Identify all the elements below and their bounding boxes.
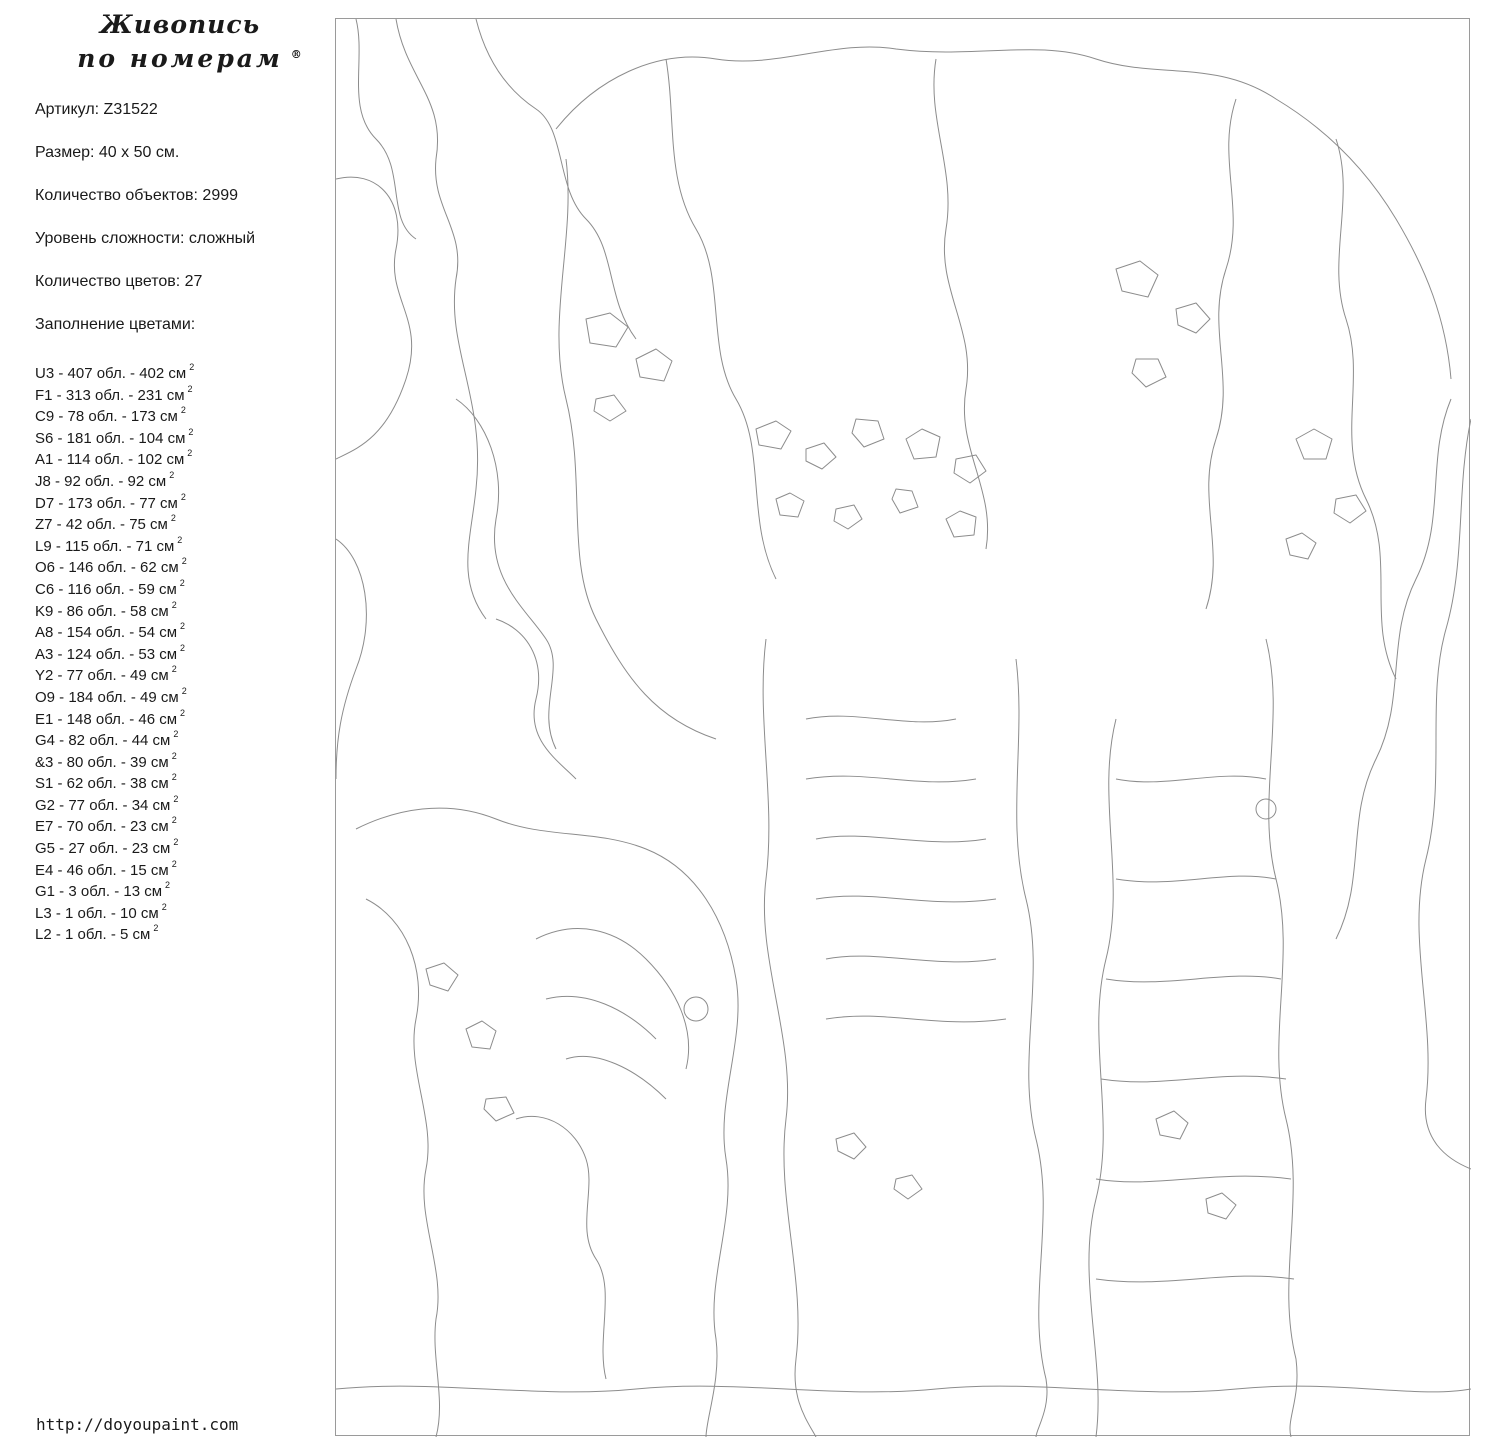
square-unit-superscript: 2: [169, 469, 175, 480]
square-unit-superscript: 2: [161, 901, 167, 912]
color-fill-text: O6 - 146 обл. - 62 см: [35, 559, 179, 577]
square-unit-superscript: 2: [189, 362, 195, 372]
color-fill-item: [35, 616, 194, 642]
brand-logo: [60, 8, 305, 76]
color-fill-text: J8 - 92 обл. - 92 см: [35, 472, 167, 490]
color-fill-item: [35, 379, 194, 404]
color-fill-item: [35, 832, 194, 858]
color-fill-item: [35, 595, 194, 620]
square-unit-superscript: 2: [173, 837, 179, 848]
brand-line-2-text: по номерам: [77, 44, 283, 73]
color-fill-item: [35, 681, 194, 706]
color-fill-text: E4 - 46 обл. - 15 см: [35, 861, 169, 879]
color-fill-item: [35, 638, 194, 663]
square-unit-superscript: 2: [177, 534, 183, 545]
color-fill-text: A3 - 124 обл. - 53 см: [35, 645, 178, 663]
color-fill-text: O9 - 184 обл. - 49 см: [35, 688, 179, 706]
difficulty-level: Уровень сложности: сложный: [35, 230, 256, 247]
coloring-canvas: [335, 18, 1470, 1436]
color-fill-item: [35, 767, 194, 793]
color-fill-heading: Заполнение цветами:: [35, 316, 196, 333]
article-number: Артикул: Z31522: [35, 101, 158, 118]
square-unit-superscript: 2: [187, 383, 193, 394]
square-unit-superscript: 2: [171, 858, 177, 869]
color-fill-item: [35, 810, 194, 836]
color-fill-text: C6 - 116 обл. - 59 см: [35, 580, 177, 598]
square-unit-superscript: 2: [179, 577, 185, 588]
color-fill-text: S1 - 62 обл. - 38 см: [35, 775, 169, 793]
elephant-outline-artwork: [336, 19, 1471, 1437]
color-fill-item: [35, 487, 194, 512]
color-fill-item: [35, 443, 194, 469]
website-url[interactable]: http://doyoupaint.com: [36, 1415, 239, 1434]
square-unit-superscript: 2: [180, 642, 186, 653]
color-fill-text: E1 - 148 обл. - 46 см: [35, 710, 178, 728]
color-fill-text: U3 - 407 обл. - 402 см: [35, 365, 187, 382]
color-fill-text: A1 - 114 обл. - 102 см: [35, 451, 185, 469]
color-fill-text: L9 - 115 обл. - 71 см: [35, 537, 175, 555]
color-fill-text: D7 - 173 обл. - 77 см: [35, 494, 178, 512]
color-fill-text: G4 - 82 обл. - 44 см: [35, 732, 171, 750]
square-unit-superscript: 2: [171, 664, 177, 675]
color-fill-item: [35, 659, 194, 685]
color-fill-text: C9 - 78 обл. - 173 см: [35, 408, 178, 426]
color-fill-item: [35, 789, 194, 814]
color-fill-text: S6 - 181 обл. - 104 см: [35, 429, 186, 447]
color-fill-item: [35, 875, 194, 901]
square-unit-superscript: 2: [180, 491, 186, 502]
color-fill-item: [35, 573, 194, 598]
color-fill-text: Z7 - 42 обл. - 75 см: [35, 516, 168, 534]
object-count: Количество объектов: 2999: [35, 187, 239, 204]
square-unit-superscript: 2: [180, 707, 186, 718]
color-fill-item: [35, 746, 194, 771]
color-fill-text: &3 - 80 обл. - 39 см: [35, 753, 169, 771]
square-unit-superscript: 2: [173, 793, 179, 804]
square-unit-superscript: 2: [173, 729, 179, 740]
square-unit-superscript: 2: [170, 513, 176, 524]
color-fill-item: [35, 400, 194, 426]
color-fill-text: L2 - 1 обл. - 5 см: [35, 926, 151, 944]
artwork-lines: [336, 19, 1471, 1437]
color-fill-text: G2 - 77 обл. - 34 см: [35, 796, 171, 814]
color-fill-item: [35, 897, 194, 922]
square-unit-superscript: 2: [188, 426, 194, 437]
square-unit-superscript: 2: [171, 772, 177, 783]
color-fill-item: [35, 422, 194, 447]
brand-line-2: [77, 42, 305, 76]
color-fill-text: K9 - 86 обл. - 58 см: [35, 602, 169, 620]
square-unit-superscript: 2: [171, 815, 177, 826]
square-unit-superscript: 2: [171, 599, 177, 610]
brand-line-1: Живопись: [99, 10, 261, 39]
square-unit-superscript: 2: [181, 685, 187, 696]
square-unit-superscript: 2: [181, 556, 187, 567]
color-fill-text: E7 - 70 обл. - 23 см: [35, 818, 169, 836]
color-fill-item: [35, 551, 194, 577]
color-fill-text: A8 - 154 обл. - 54 см: [35, 624, 178, 642]
color-count: Количество цветов: 27: [35, 273, 203, 290]
color-fill-list: [35, 357, 195, 944]
color-fill-text: F1 - 313 обл. - 231 см: [35, 386, 185, 404]
square-unit-superscript: 2: [187, 448, 193, 459]
square-unit-superscript: 2: [165, 880, 171, 891]
square-unit-superscript: 2: [180, 621, 186, 632]
square-unit-superscript: 2: [171, 750, 177, 761]
color-fill-item: [35, 530, 194, 555]
color-fill-text: L3 - 1 обл. - 10 см: [35, 904, 159, 922]
color-fill-item: [35, 357, 195, 382]
color-fill-item: [35, 465, 194, 490]
color-fill-item: [35, 918, 194, 944]
color-fill-item: [35, 703, 194, 728]
square-unit-superscript: 2: [153, 923, 159, 934]
color-fill-text: Y2 - 77 обл. - 49 см: [35, 667, 169, 685]
color-fill-item: [35, 508, 194, 534]
square-unit-superscript: 2: [180, 405, 186, 416]
product-info: [35, 100, 255, 358]
registered-mark: ®: [290, 48, 305, 61]
size-info: Размер: 40 х 50 см.: [35, 144, 180, 161]
color-fill-item: [35, 854, 194, 879]
color-fill-item: [35, 724, 194, 750]
color-fill-text: G1 - 3 обл. - 13 см: [35, 883, 163, 901]
color-fill-text: G5 - 27 обл. - 23 см: [35, 840, 171, 858]
